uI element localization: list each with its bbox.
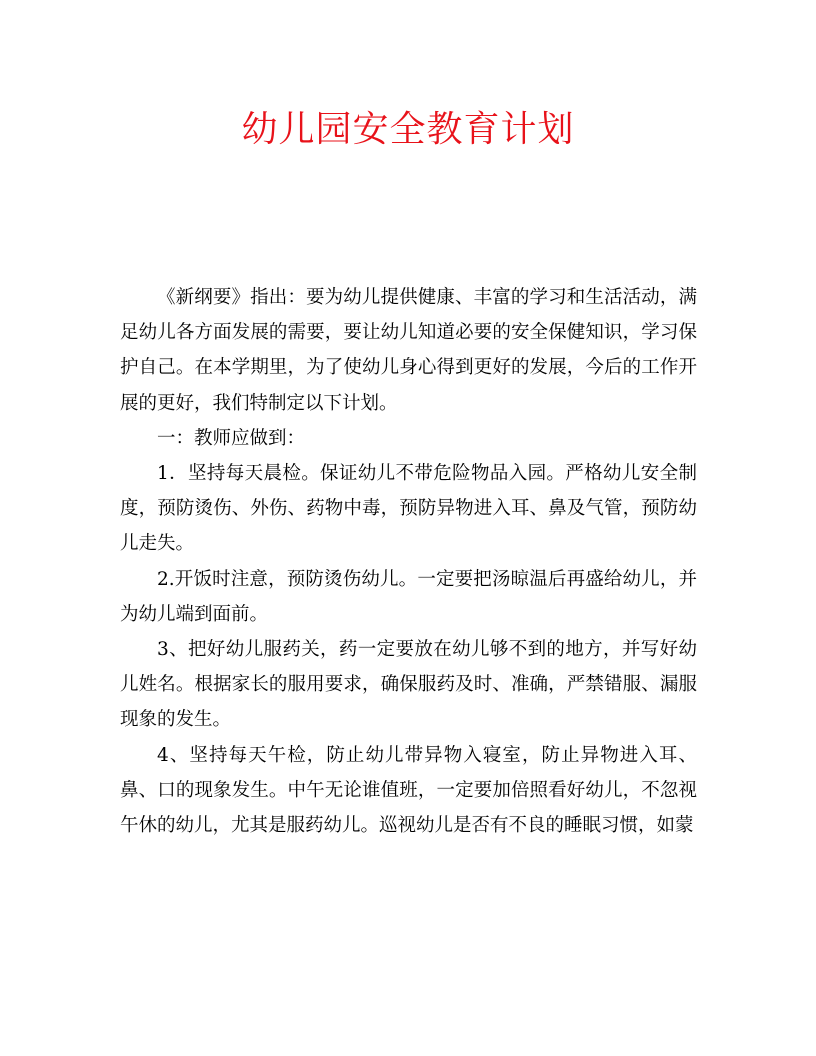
paragraph-item-4: 4、坚持每天午检，防止幼儿带异物入寝室，防止异物进入耳、鼻、口的现象发生。中午无论谁值班，一定要加倍照看好幼儿，不忽视午休的幼儿，尤其是服药幼儿。巡视幼儿是否有不良的睡眠习惯，如蒙 (120, 744, 697, 837)
paragraph-item-1: 1．坚持每天晨检。保证幼儿不带危险物品入园。严格幼儿安全制度，预防烫伤、外伤、药物中毒，预防异物进入耳、鼻及气管，预防幼儿走失。 (120, 463, 697, 555)
paragraph-intro: 《新纲要》指出：要为幼儿提供健康、丰富的学习和生活活动，满足幼儿各方面发展的需要，要让幼儿知道必要的安全保健知识，学习保护自己。在本学期里，为了使幼儿身心得到更好的发展，今后的工作开展的更好，我们特制定以下计划。 (120, 287, 697, 414)
document-body (120, 280, 697, 843)
paragraph-section-heading: 一：教师应做到： (157, 427, 306, 449)
paragraph-item-2: 2.开饭时注意，预防烫伤幼儿。一定要把汤晾温后再盛给幼儿，并为幼儿端到面前。 (120, 568, 697, 625)
paragraph-item-3: 3、把好幼儿服药关，药一定要放在幼儿够不到的地方，并写好幼儿姓名。根据家长的服用要求，确保服药及时、准确，严禁错服、漏服现象的发生。 (120, 639, 697, 731)
document-title: 幼儿园安全教育计划 (241, 109, 575, 150)
